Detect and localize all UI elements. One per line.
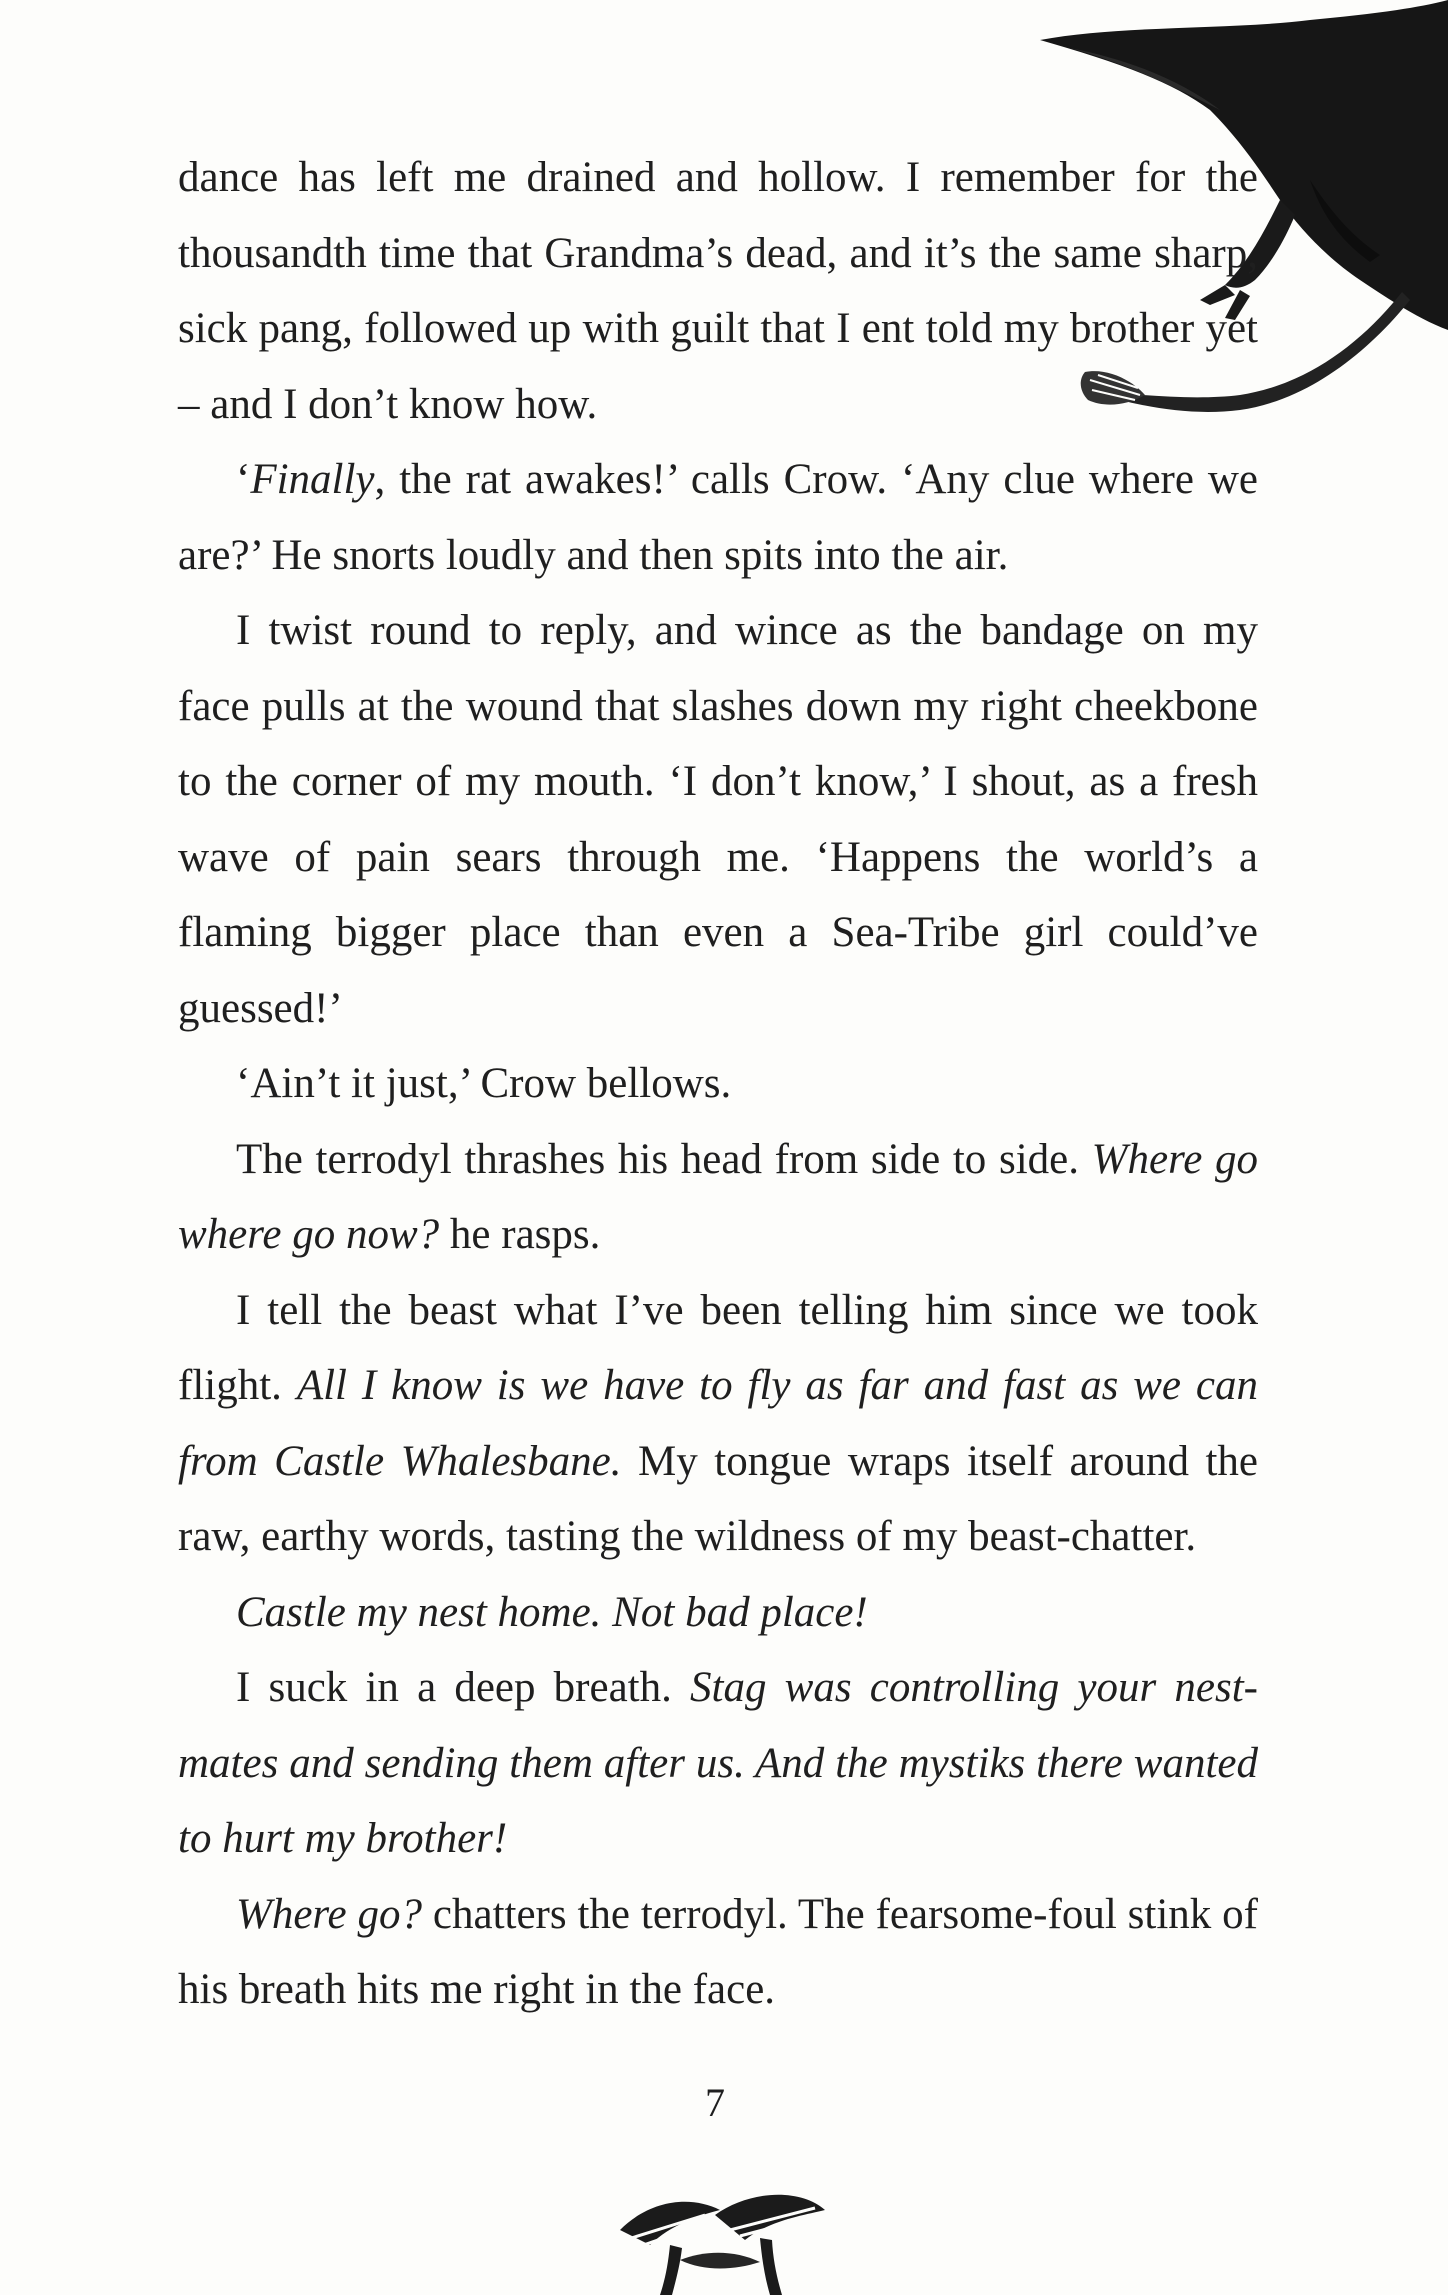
body-text xyxy=(178,140,1258,2028)
text-span: I twist round to reply, and wince as the bandage on my face pulls at the wound that slashes down my right cheekbone to the corner of my mouth. ‘I don’t know,’ I shout, as a fresh wave of pain sears through me. ‘Happens the world’s a flaming bigger place than even a Sea-Tribe girl could’ve guessed!’ xyxy=(178,607,1258,1032)
italic-text: Finally xyxy=(250,456,375,503)
text-span: My tongue wraps itself around the raw, earthy words, tasting the wildness of my beast-chatter. xyxy=(178,1437,1259,1560)
text-span: ‘ xyxy=(236,456,251,503)
page-number: 7 xyxy=(705,2080,725,2125)
paragraph xyxy=(178,593,1258,1046)
paragraph xyxy=(178,140,1258,442)
italic-text: Castle my nest home. Not bad place! xyxy=(236,1588,868,1636)
italic-text: All I know is we have to fly as far and fast as we can from Castle Whalesbane. xyxy=(178,1362,1258,1485)
foliage-illustration xyxy=(610,2170,830,2295)
text-span: , the rat awakes!’ calls Crow. ‘Any clue where we are?’ He snorts loudly and then spits into the air. xyxy=(178,456,1258,579)
text-span: The terrodyl thrashes his head from side to side. xyxy=(236,1135,1092,1183)
italic-text: Where go where go now? xyxy=(178,1135,1258,1258)
paragraph xyxy=(178,1877,1258,2028)
paragraph xyxy=(178,442,1258,593)
paragraph xyxy=(178,1046,1258,1122)
text-span: ‘Ain’t it just,’ Crow bellows. xyxy=(236,1060,732,1107)
paragraph xyxy=(178,1122,1258,1273)
text-span: chatters the terrodyl. The fearsome-foul stink of his breath hits me right in the face. xyxy=(178,1890,1258,2013)
text-span: I suck in a deep breath. xyxy=(236,1664,691,1711)
text-span: he rasps. xyxy=(439,1211,601,1258)
italic-text: Stag was controlling your nest-mates and sending them after us. And the mystiks there wanted to hurt my brother! xyxy=(178,1664,1258,1862)
paragraph xyxy=(178,1650,1258,1877)
text-span: dance has left me drained and hollow. I remember for the thousandth time that Grandma’s dead, and it’s the same sharp, sick pang, followed up with guilt that I ent told my brother yet – and I don’t know how. xyxy=(178,154,1258,428)
italic-text: Where go? xyxy=(236,1890,423,1938)
paragraph xyxy=(178,1575,1258,1651)
text-span: I tell the beast what I’ve been telling him since we took flight. xyxy=(178,1286,1258,1409)
paragraph xyxy=(178,1273,1258,1575)
